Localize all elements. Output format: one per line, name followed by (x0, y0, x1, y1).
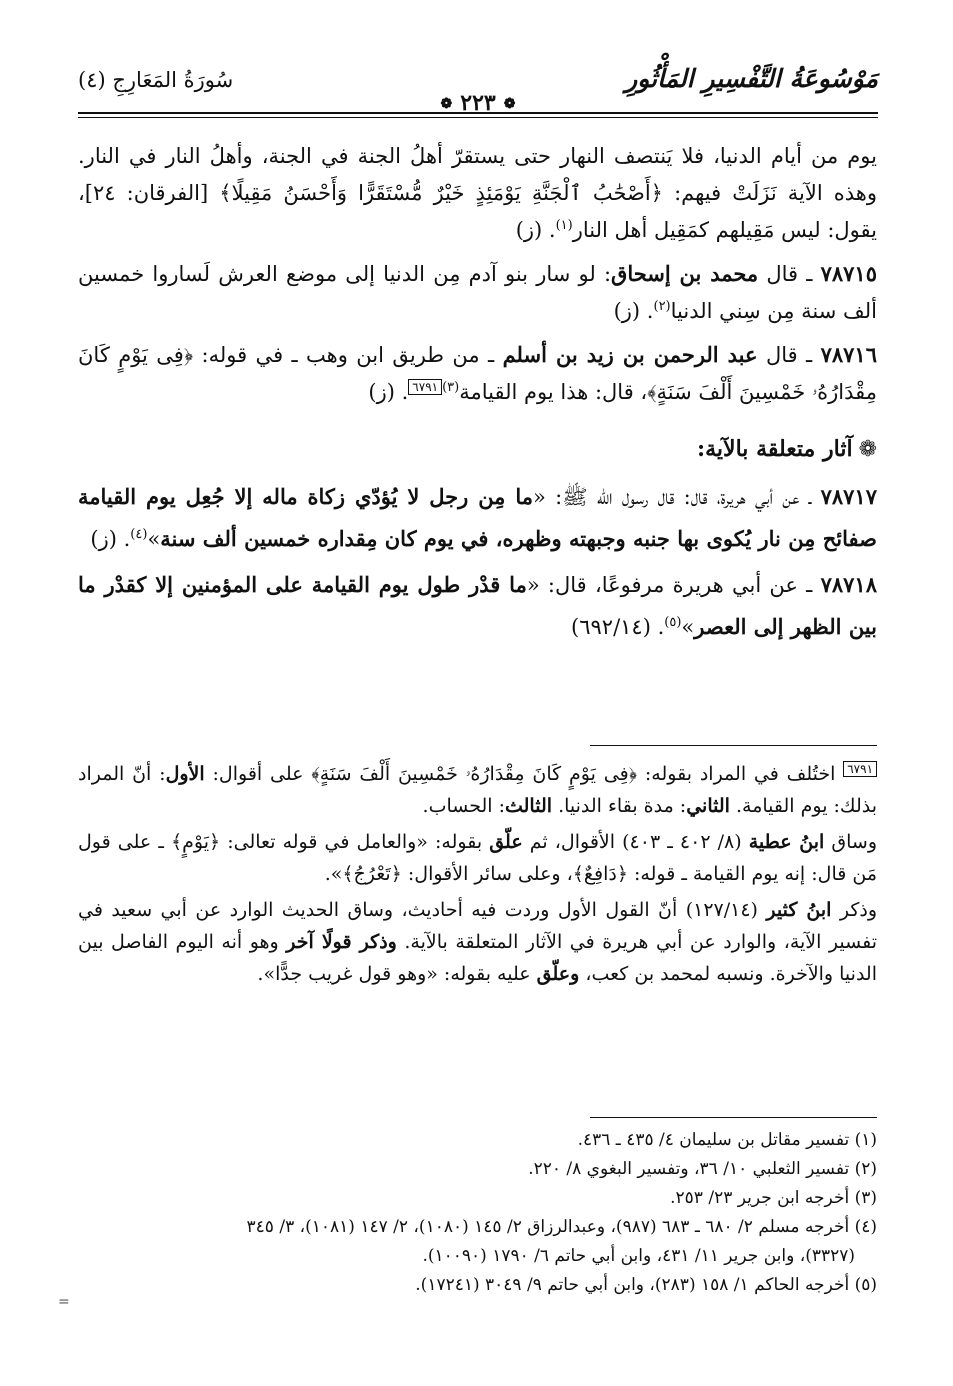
text: ـ عن أبي هريرة مرفوعًا، قال: « (526, 573, 821, 597)
scholar-name: ابنُ كثير (766, 899, 832, 921)
commentary-para (78, 826, 877, 890)
text: » (681, 615, 695, 639)
commentary-ref-box: ٦٧٩١ (843, 761, 877, 777)
text: اختُلف في المراد بقوله: (637, 763, 844, 785)
athar-entry (78, 255, 877, 330)
footnote-ref: (٥) (664, 615, 682, 630)
text: يوم من أيام الدنيا، فلا يَنتصف النهار حتى يستقرّ أهلُ الجنة في الجنة، وأهلُ النار في النار. وهذه الآية نَزَلَتْ فيهم: (78, 144, 877, 205)
commentary-para (78, 758, 877, 822)
text: ـ على قول مَن قال: إنه يوم القيامة ـ قوله: (78, 831, 877, 885)
text: وهو أنه اليوم الفاصل بين الدنيا والآخرة. ونسبه لمحمد بن كعب، (78, 931, 877, 985)
text: (٨/ ٤٠٢ ـ ٤٠٣) الأقوال، ثم (522, 831, 749, 853)
hadith-text: ما قدْر طول يوم القيامة على المؤمنين إلا كقدْر ما بين الظهر إلى العصر (78, 572, 877, 639)
ornament-icon: ❁ (858, 437, 877, 462)
hadith-entry (78, 476, 877, 560)
footnote: (١) تفسير مقاتل بن سليمان ٤/ ٤٣٥ ـ ٤٣٦. (577, 1130, 877, 1150)
narrator-name: عبد الرحمن بن زيد بن أسلم (502, 342, 758, 367)
quran-word: ﴿يَوْمٍ﴾ (171, 831, 221, 853)
header-rule (78, 112, 878, 114)
hadith-entry (78, 564, 877, 648)
commentary-note (78, 758, 877, 994)
footnote-ref: (١) (555, 218, 573, 233)
footnote: (٣) أخرجه ابن جرير ٢٣/ ٢٥٣. (670, 1188, 877, 1208)
footnote-ref: (٣) (442, 380, 460, 395)
text: ـ من طريق ابن وهب ـ في قوله: (193, 343, 503, 367)
page-number: ٢٢٣ (460, 90, 496, 116)
text: . (ز) (90, 527, 131, 551)
text: ، قال: هذا يوم القيامة (459, 380, 648, 404)
text: : الحساب. (422, 795, 505, 817)
text: . (ز) (613, 299, 654, 323)
section-heading (78, 431, 877, 468)
text: » (147, 527, 161, 551)
text: . (ز) (368, 380, 409, 404)
keyword: وعلّق (536, 963, 580, 985)
header-rule (78, 117, 878, 118)
hadith-text: ما مِن رجل لا يُؤدّي زكاة ماله إلا جُعِل يوم القيامة صفائح مِن نار يُكوى بها جنبه وجبهته وظهره، في يوم كان مِقداره خمسين ألف سنة (78, 484, 877, 551)
commentary-para (78, 894, 877, 990)
footnote: (٤) أخرجه مسلم ٢/ ٦٨٠ ـ ٦٨٣ (٩٨٧)، وعبدالرزاق ٢/ ١٤٥ (١٠٨٠)، ٢/ ١٤٧ (١٠٨١)، ٣/ ٣٤٥ (246, 1217, 877, 1237)
scholar-name: ابنُ عطية (748, 831, 825, 853)
entry-number: ٧٨٧١٦ (820, 342, 877, 367)
text: [الفرقان: ٢٤]، يقول: ليس مَقِيلهم كمَقِيل أهل النار (78, 181, 877, 242)
entry-number: ٧٨٧١٧ (820, 484, 877, 509)
footnote-ref: (٢) (653, 299, 671, 314)
text: (١٢٧/١٤) أنّ القول الأول وردت فيه أحاديث، وساق الحديث الوارد عن أبي سعيد في تفسير الآية، والوارد عن أبي هريرة في الآثار المتعلقة بالآية. (78, 899, 878, 953)
commentary-ref-box: ٦٧٩١ (408, 379, 442, 395)
entry-number: ٧٨٧١٥ (820, 261, 877, 286)
athar-entry (78, 336, 877, 411)
quran-verse: ﴿أَصْحَٰبُ ٱلْجَنَّةِ يَوْمَئِذٍ خَيْرٌ مُّسْتَقَرًّا وَأَحْسَنُ مَقِيلًا﴾ (219, 181, 663, 205)
opinion-label: الثالث (504, 795, 553, 817)
text: بقوله: «والعامل في قوله تعالى: (220, 831, 490, 853)
text: . (٦٩٢/١٤) (571, 615, 665, 639)
footnote: (٥) أخرجه الحاكم ١/ ١٥٨ (٢٨٣)، وابن أبي حاتم ٩/ ٣٠٤٩ (١٧٢٤١). (415, 1275, 877, 1295)
text: : مدة بقاء الدنيا. (552, 795, 687, 817)
text: . (ز) (515, 218, 556, 242)
book-title: مَوْسُوعَةُ التَّفْسِيرِ المَأْثُورِ (625, 64, 878, 93)
margin-mark: = (58, 1294, 70, 1310)
text: عليه بقوله: «وهو قول غريب جدًّا». (257, 963, 537, 985)
footnote: (٣٣٢٧)، وابن جرير ١١/ ٤٣١، وابن أبي حاتم ٦/ ١٧٩٠ (١٠٠٩٠). (422, 1246, 855, 1266)
section-title: آثار متعلقة بالآية: (697, 436, 853, 462)
text: : لو سار بنو آدم مِن الدنيا إلى موضع العرش لَساروا خمسين ألف سنة مِن سِني الدنيا (78, 262, 877, 323)
quran-verse: ﴿فِى يَوْمٍ كَانَ مِقْدَارُهُۥ خَمْسِينَ أَلْفَ سَنَةٍ﴾ (311, 763, 638, 785)
page-header (78, 64, 878, 122)
quran-word: ﴿تَعْرُجُ﴾ (342, 863, 402, 885)
text: ـ عن أبي هريرة، قال: قال رسول الله ﷺ: « (533, 485, 821, 509)
surah-name: سُورَةُ المَعَارِجِ (٤) (78, 68, 234, 92)
text: ، وعلى سائر الأقوال: (401, 863, 573, 885)
narrator-name: محمد بن إسحاق (611, 261, 759, 286)
keyword: وذكر قولًا آخر (286, 931, 397, 953)
text: ـ قال (757, 343, 821, 367)
commentary-rule (590, 745, 877, 746)
paragraph-continuation (78, 138, 877, 249)
footnotes (78, 1126, 877, 1300)
quran-word: ﴿دَافِعٌ﴾ (572, 863, 628, 885)
text: على أقوال: (204, 763, 312, 785)
footnote: (٢) تفسير الثعلبي ١٠/ ٣٦، وتفسير البغوي ٨/ ٢٢٠. (528, 1159, 877, 1179)
text: وساق (824, 831, 878, 853)
footnote-ref: (٤) (130, 527, 148, 542)
text: وذكر (831, 899, 878, 921)
text: ـ قال (758, 262, 821, 286)
ornament-icon: ❁ (440, 96, 453, 112)
opinion-label: الأول (165, 763, 205, 785)
opinion-label: الثاني (686, 795, 730, 817)
main-text (78, 138, 877, 652)
keyword: علّق (489, 831, 523, 853)
text: ». (324, 863, 343, 885)
footnote-rule (590, 1117, 877, 1118)
text: : أنّ المراد بذلك: يوم القيامة. (78, 763, 877, 817)
entry-number: ٧٨٧١٨ (820, 572, 877, 597)
quran-verse: ﴿فِى يَوْمٍ كَانَ مِقْدَارُهُۥ خَمْسِينَ أَلْفَ سَنَةٍ﴾ (78, 343, 877, 404)
ornament-icon: ❁ (503, 96, 516, 112)
